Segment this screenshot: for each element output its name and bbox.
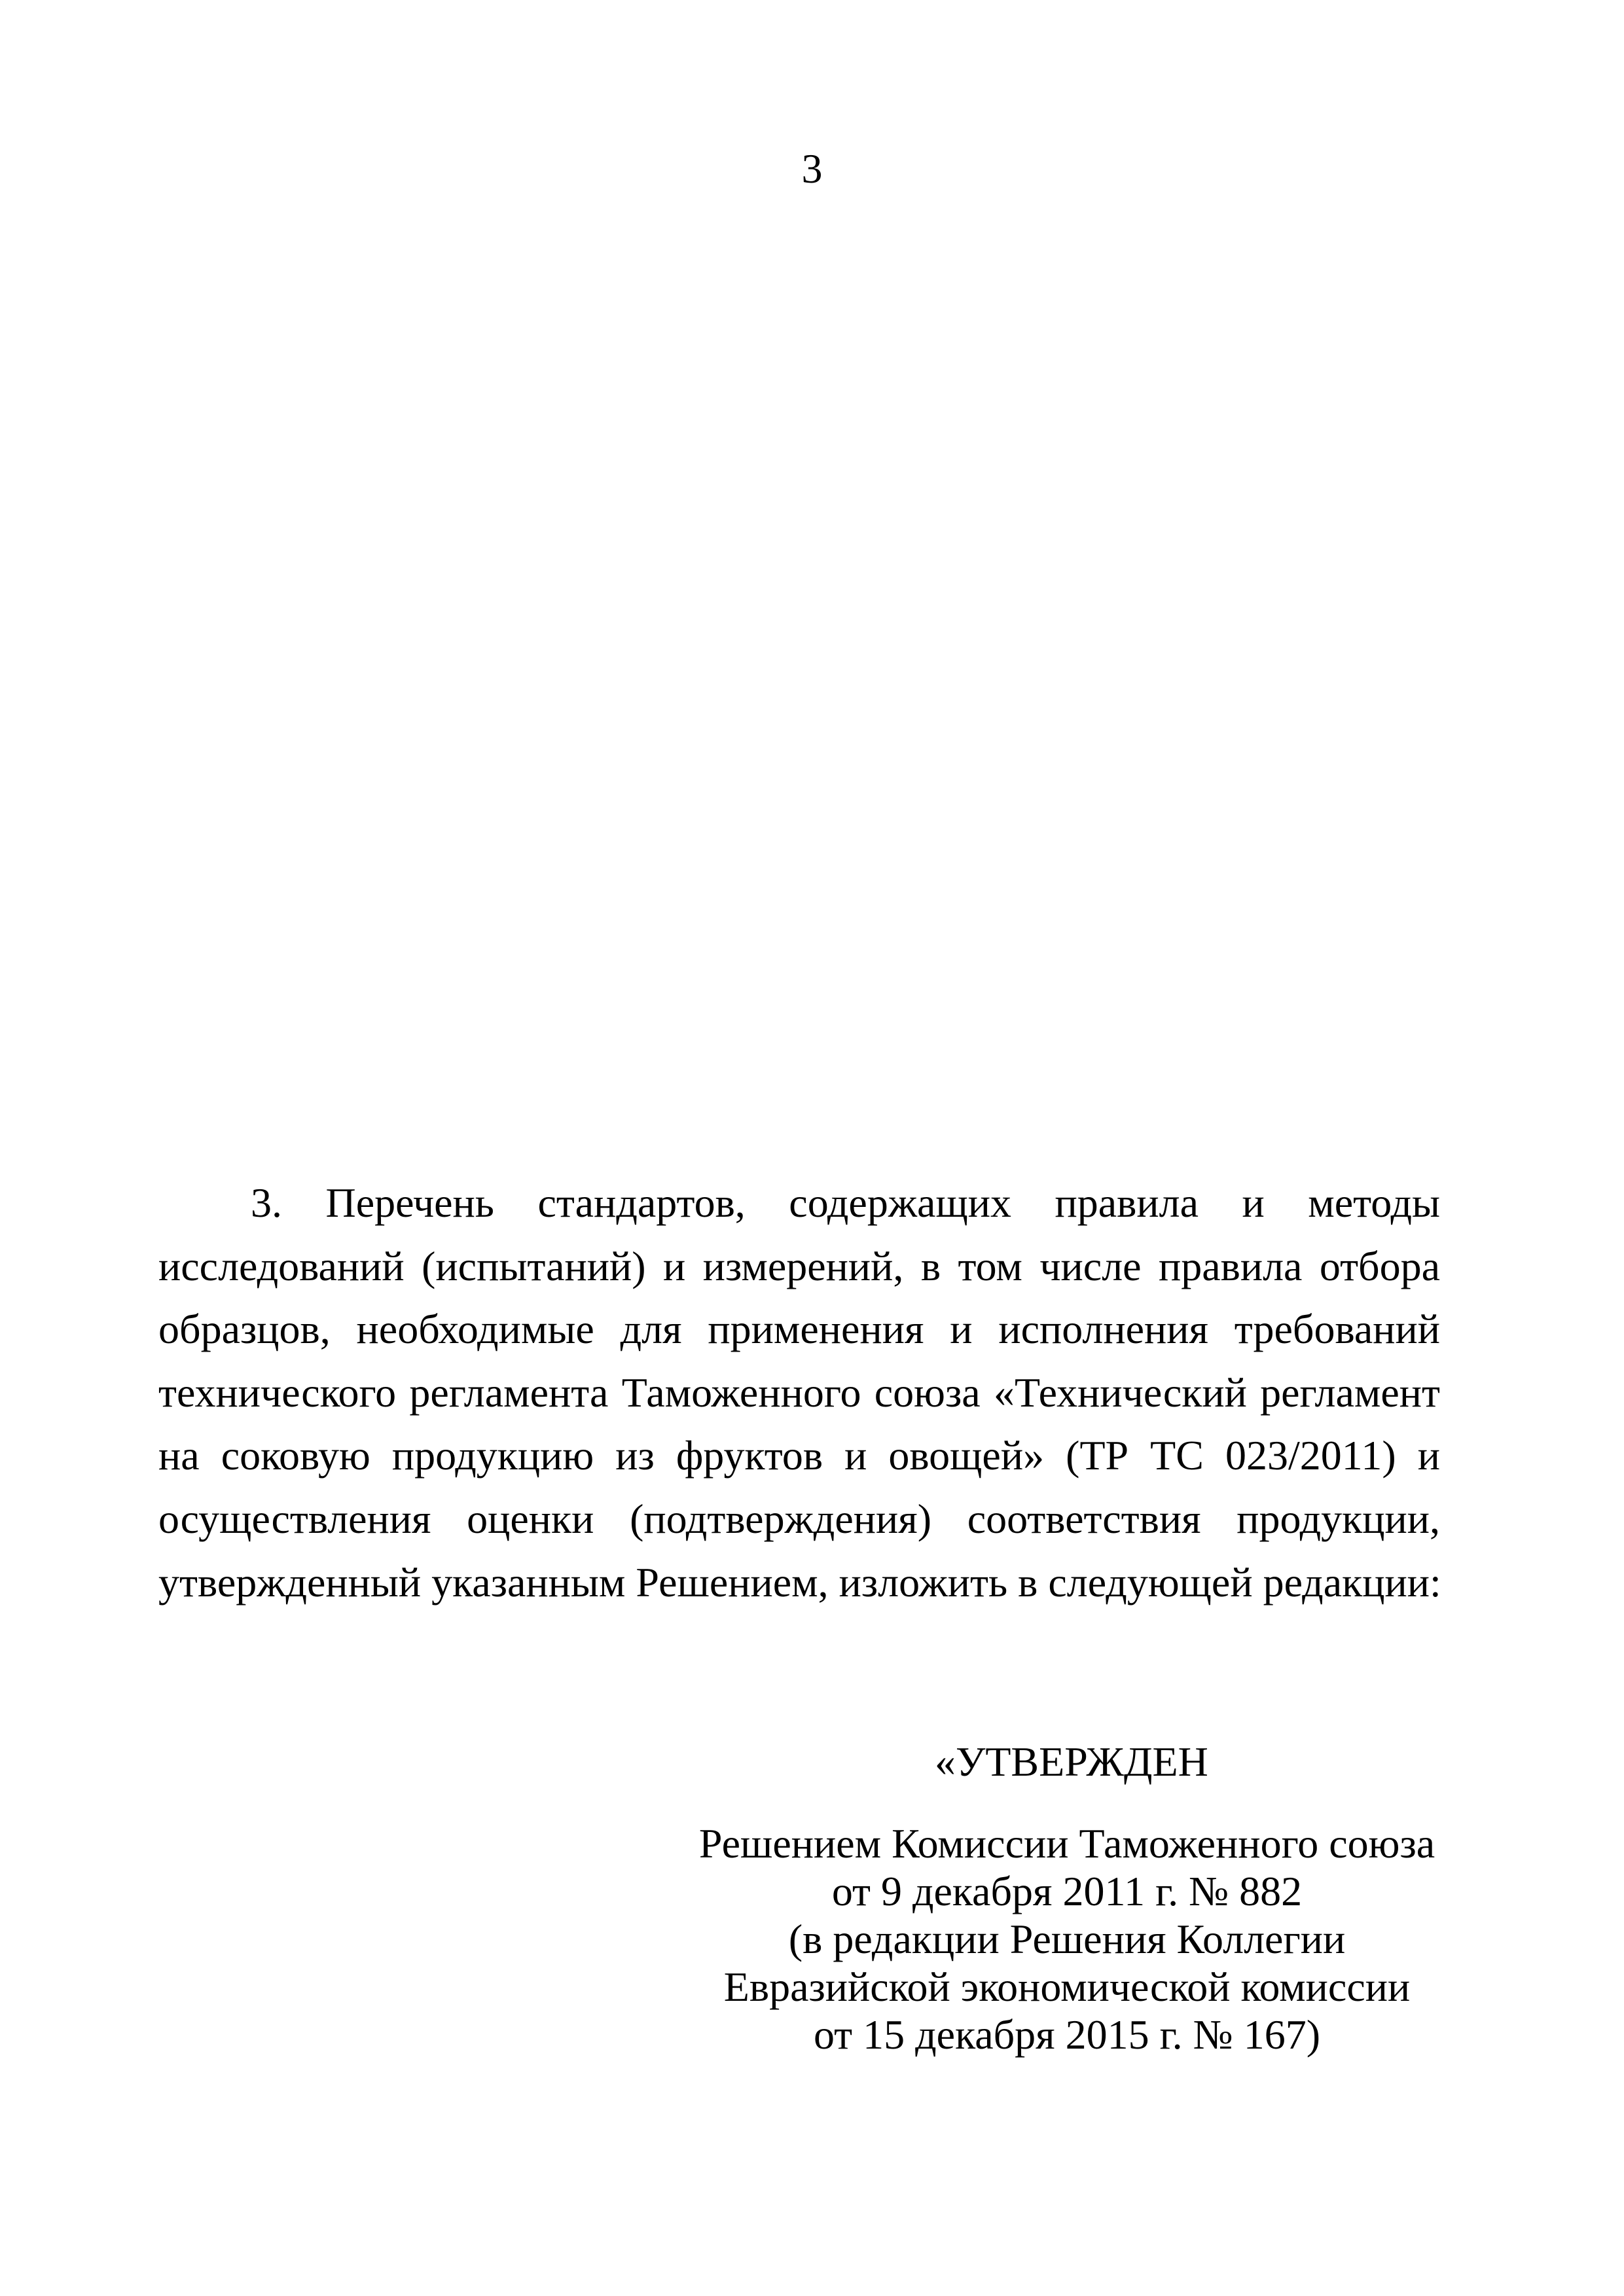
paragraph-line: образцов, необходимые для применения и исполнения требований xyxy=(158,1306,1440,1353)
page-number: 3 xyxy=(801,145,823,192)
approval-line: (в редакции Решения Коллегии xyxy=(788,1916,1346,1962)
approval-line: от 15 декабря 2015 г. № 167) xyxy=(813,2011,1321,2058)
approval-heading: «УТВЕРЖДЕН xyxy=(935,1738,1208,1785)
paragraph-line: технического регламента Таможенного союза «Технический регламент xyxy=(158,1369,1440,1416)
approval-line: Евразийской экономической комиссии xyxy=(723,1964,1411,2010)
paragraph-line: 3. Перечень стандартов, содержащих правила и методы xyxy=(251,1179,1440,1226)
paragraph-line: на соковую продукцию из фруктов и овощей» (ТР ТС 023/2011) и xyxy=(158,1432,1440,1479)
approval-line: от 9 декабря 2011 г. № 882 xyxy=(831,1868,1303,1914)
paragraph-line: исследований (испытаний) и измерений, в том числе правила отбора xyxy=(158,1242,1440,1289)
paragraph-line: осуществления оценки (подтверждения) соответствия продукции, xyxy=(158,1495,1440,1542)
paragraph-line: утвержденный указанным Решением, изложить в следующей редакции: xyxy=(158,1558,1441,1605)
amendment-paragraph xyxy=(158,1172,1440,1614)
approval-block xyxy=(694,1736,1440,2058)
approval-line: Решением Комиссии Таможенного союза xyxy=(698,1820,1435,1867)
